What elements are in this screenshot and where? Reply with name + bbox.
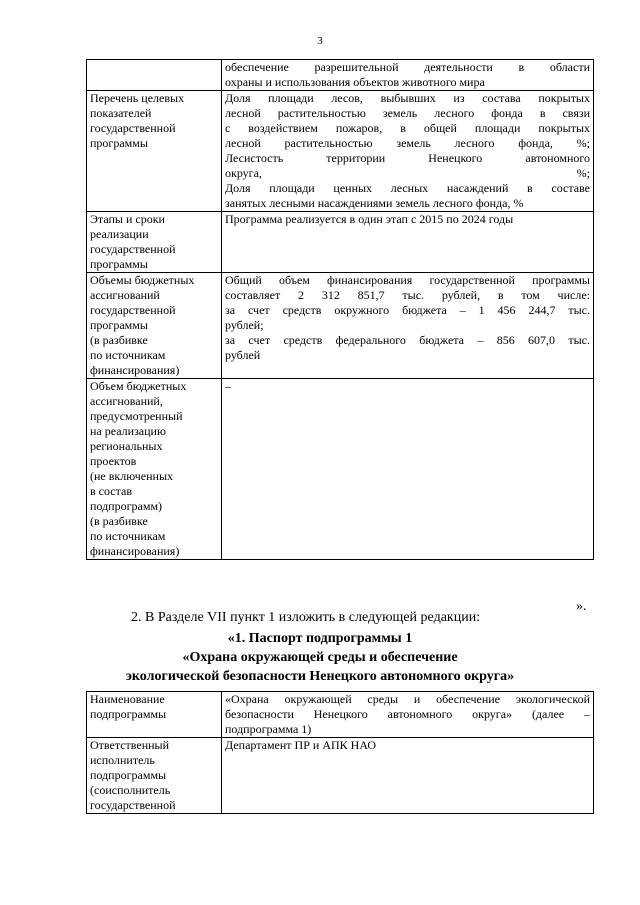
row-label-line: финансирования) [90,363,180,377]
row-label-line: подпрограмм) [90,499,163,513]
row-label-line: подпрограммы [90,768,167,782]
row-label-line: Этапы и сроки [90,212,165,226]
row-value-line: Департамент ПР и АПК НАО [225,738,377,752]
row-label-cell [87,273,222,379]
page-number: 3 [317,35,323,47]
row-value-cell [222,692,594,738]
row-value-cell [222,273,594,379]
subprogram-passport-table [86,691,594,814]
program-passport-body [87,60,594,560]
row-label-line: показателей [90,106,152,120]
row-value-line: охраны и использования объектов животного мира [225,75,485,89]
table-row [87,60,594,91]
row-label-line: государственной [90,121,176,135]
row-label-line: исполнитель [90,753,155,767]
row-value-line: составляет 2 312 851,7 тыс. рублей, в том числе: [225,288,590,302]
row-label-line: Объемы бюджетных [90,273,195,287]
row-value-line: округа, %; [225,166,590,180]
row-label-line: (соисполнитель [90,783,171,797]
row-value-line: рублей; [225,318,264,332]
table-row [87,379,594,560]
row-label-line: программы [90,318,148,332]
row-value-line: с воздействием пожаров, в общей площади покрытых [225,121,590,135]
row-label-line: предусмотренный [90,409,183,423]
subprogram-passport-body [87,692,594,814]
row-label-line: программы [90,136,148,150]
table-row [87,273,594,379]
row-label-line: Наименование [90,692,165,706]
row-value-line: Доля площади лесов, выбывших из состава покрытых [225,91,590,105]
row-label-line: Перечень целевых [90,91,185,105]
row-value-line: безопасности Ненецкого автономного округа» (далее – [225,707,590,721]
row-label-line: по источникам [90,529,166,543]
table-row [87,91,594,212]
row-label-cell [87,738,222,814]
row-label-line: (в разбивке [90,333,148,347]
row-value-line: за счет средств окружного бюджета – 1 456 244,7 тыс. [225,303,590,317]
row-label-line: финансирования) [90,544,180,558]
row-value-line: Доля площади ценных лесных насаждений в составе [225,181,590,195]
row-value-line: Лесистость территории Ненецкого автономного [225,151,590,165]
row-label-cell [87,692,222,738]
row-label-line: Ответственный [90,738,170,752]
row-value-line: лесной растительностью земель лесного фонда в связи [225,106,590,120]
amendment-instruction: 2. В Разделе VII пункт 1 изложить в следующей редакции: [131,610,481,625]
row-value-line: Программа реализуется в один этап с 2015 по 2024 годы [225,212,514,226]
table-row [87,212,594,273]
row-value-line: лесной растительностью земель лесного фонда, %; [225,136,590,150]
row-value-cell [222,212,594,273]
program-passport-table [86,59,594,560]
subprogram-heading [0,629,640,686]
closing-quote: ». [576,599,587,614]
row-label-line: в состав [90,484,132,498]
row-label-line: проектов [90,454,137,468]
subprogram-heading-line: «Охрана окружающей среды и обеспечение [182,650,458,665]
row-label-line: (не включенных [90,469,174,483]
row-label-line: по источникам [90,348,166,362]
row-label-line: реализации [90,227,149,241]
row-label-line: ассигнований, [90,394,163,408]
row-label-line: программы [90,257,148,271]
row-label-cell [87,379,222,560]
row-value-line: занятых лесными насаждениями земель лесного фонда, % [225,196,524,210]
row-value-cell [222,379,594,560]
row-label-line: региональных [90,439,163,453]
row-value-cell [222,91,594,212]
row-label-line: ассигнований [90,288,160,302]
row-value-line: рублей [225,348,261,362]
row-value-line: обеспечение разрешительной деятельности в области [225,60,590,74]
row-value-line: – [225,379,231,393]
row-label-line: Объем бюджетных [90,379,187,393]
row-value-line: за счет средств федерального бюджета – 856 607,0 тыс. [225,333,590,347]
row-label-line: подпрограммы [90,707,167,721]
row-label-line: (в разбивке [90,514,148,528]
row-label-line: государственной [90,242,176,256]
table-row [87,738,594,814]
row-label-cell [87,212,222,273]
row-label-line: на реализацию [90,424,166,438]
row-value-cell [222,60,594,91]
subprogram-heading-line: экологической безопасности Ненецкого автономного округа» [125,669,515,684]
table-row [87,692,594,738]
row-value-line: подпрограмма 1) [225,722,312,736]
row-label-line: государственной [90,303,176,317]
row-value-cell [222,738,594,814]
subprogram-heading-line: «1. Паспорт подпрограммы 1 [227,631,413,646]
row-value-line: Общий объем финансирования государственной программы [225,273,590,287]
row-label-cell [87,60,222,91]
row-value-line: «Охрана окружающей среды и обеспечение экологической [225,692,590,706]
row-label-line: государственной [90,798,176,812]
row-label-cell [87,91,222,212]
